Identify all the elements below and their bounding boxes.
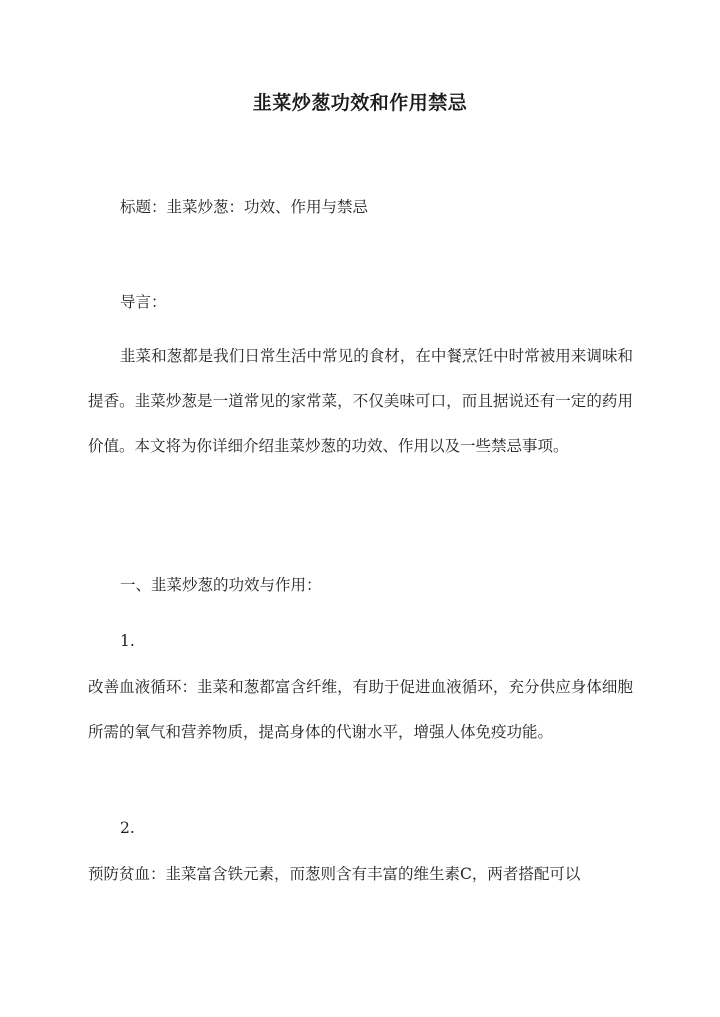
intro-paragraph: 韭菜和葱都是我们日常生活中常见的食材，在中餐烹饪中时常被用来调味和提香。韭菜炒葱是一道常见的家常菜，不仅美味可口，而且据说还有一定的药用价值。本文将为你详细介绍韭菜炒葱的功效、作用以及一些禁忌事项。: [88, 347, 633, 455]
document-title: 韭菜炒葱功效和作用禁忌: [252, 92, 468, 114]
list-item-number: 1.: [120, 632, 135, 650]
list-item-text: 改善血液循环：韭菜和葱都富含纤维，有助于促进血液循环，充分供应身体细胞所需的氧气和营养物质，提高身体的代谢水平，增强人体免疫功能。: [88, 678, 633, 741]
subtitle-paragraph: 标题：韭菜炒葱：功效、作用与禁忌: [120, 198, 369, 216]
list-item-text: 预防贫血：韭菜富含铁元素，而葱则含有丰富的维生素C，两者搭配可以: [88, 865, 581, 883]
intro-label: 导言：: [120, 293, 167, 311]
section-heading: 一、韭菜炒葱的功效与作用：: [120, 576, 322, 594]
list-item-number: 2.: [120, 819, 135, 837]
